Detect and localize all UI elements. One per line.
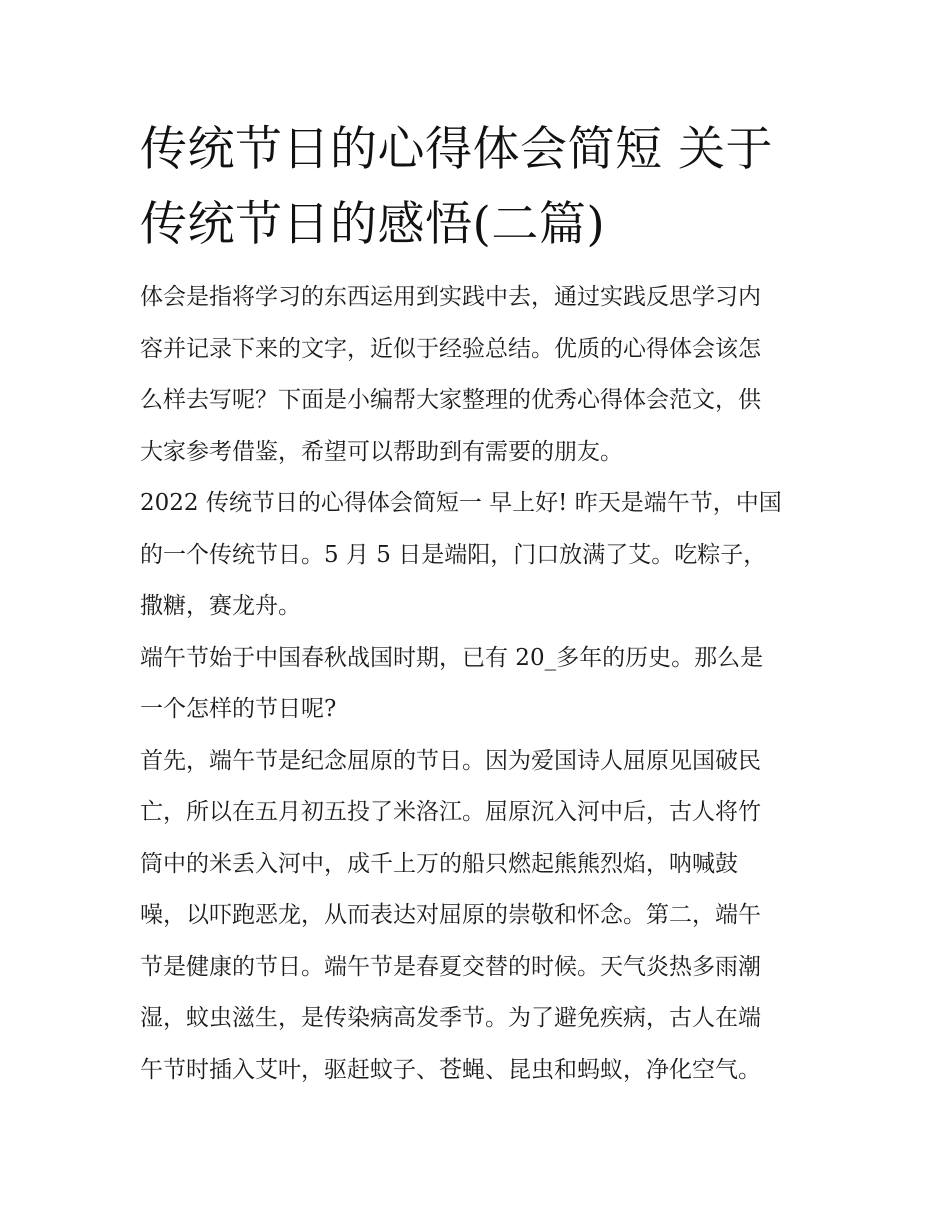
document-page <box>140 112 812 1096</box>
text-line: 大家参考借鉴，希望可以帮助到有需要的朋友。 <box>140 438 623 465</box>
text-line: 撒糖，赛龙舟。 <box>140 593 301 619</box>
text-line: 午节时插入艾叶，驱赶蚊子、苍蝇、昆虫和蚂蚁，净化空气。 <box>140 1056 761 1083</box>
text-line: 筒中的米丢入河中，成千上万的船只燃起熊熊烈焰，呐喊鼓 <box>140 850 738 877</box>
text-line: 容并记录下来的文字，近似于经验总结。优质的心得体会该怎 <box>140 335 761 362</box>
text-line: 体会是指将学习的东西运用到实践中去，通过实践反思学习内 <box>140 284 761 310</box>
text-line: 亡，所以在五月初五投了米洛江。屈原沉入河中后，古人将竹 <box>140 799 761 825</box>
title-line: 传统节日的感悟(二篇) <box>140 197 606 252</box>
text-line: 噪，以吓跑恶龙，从而表达对屈原的崇敬和怀念。第二，端午 <box>140 902 761 928</box>
text-line: 湿，蚊虫滋生，是传染病高发季节。为了避免疾病，古人在端 <box>140 1005 761 1031</box>
body-paragraph <box>140 633 812 736</box>
document-title <box>140 112 812 262</box>
body-paragraph <box>140 736 812 1097</box>
text-line: 2022 传统节日的心得体会简短一 早上好! 昨天是端午节，中国 <box>140 490 782 516</box>
text-line: 一个怎样的节日呢? <box>140 696 337 722</box>
title-line: 传统节日的心得体会简短 关于 <box>140 122 773 177</box>
text-line: 节是健康的节日。端午节是春夏交替的时候。天气炎热多雨潮 <box>140 953 761 980</box>
body-paragraph <box>140 478 812 633</box>
text-line: 的一个传统节日。5 月 5 日是端阳，门口放满了艾。吃粽子， <box>140 541 767 568</box>
text-line: 端午节始于中国春秋战国时期，已有 20_多年的历史。那么是 <box>140 644 764 671</box>
text-line: 么样去写呢？下面是小编帮大家整理的优秀心得体会范文，供 <box>140 387 761 413</box>
intro-paragraph <box>140 272 812 478</box>
text-line: 首先，端午节是纪念屈原的节日。因为爱国诗人屈原见国破民 <box>140 747 761 774</box>
